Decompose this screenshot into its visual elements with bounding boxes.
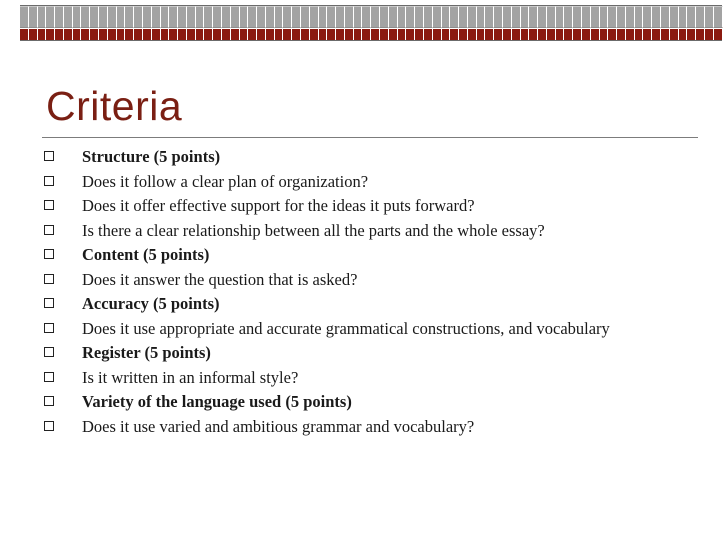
list-item-text: Accuracy (5 points) bbox=[82, 294, 220, 313]
list-item-text: Content (5 points) bbox=[82, 245, 210, 264]
list-item-text: Does it use appropriate and accurate grammatical constructions, and vocabulary bbox=[82, 318, 610, 338]
list-item bbox=[44, 173, 684, 191]
list-item-text: Structure (5 points) bbox=[82, 147, 221, 166]
hollow-square-icon bbox=[44, 249, 54, 259]
header-band-bottom-line bbox=[20, 40, 722, 41]
list-item bbox=[44, 320, 684, 338]
hollow-square-icon bbox=[44, 323, 54, 333]
list-item-text: Is there a clear relationship between all the parts and the whole essay? bbox=[82, 220, 545, 240]
slide-title: Criteria bbox=[46, 83, 183, 129]
header-band-top-line bbox=[20, 5, 722, 6]
hollow-square-icon bbox=[44, 274, 54, 284]
hollow-square-icon bbox=[44, 298, 54, 308]
list-item-text: Does it answer the question that is asked? bbox=[82, 269, 358, 289]
hollow-square-icon bbox=[44, 347, 54, 357]
list-item bbox=[44, 197, 684, 215]
list-item bbox=[44, 295, 684, 313]
decorative-header-band bbox=[0, 0, 728, 50]
header-band-gray-row bbox=[20, 6, 722, 28]
list-item-text: Does it use varied and ambitious grammar and vocabulary? bbox=[82, 416, 475, 436]
list-item bbox=[44, 271, 684, 289]
hollow-square-icon bbox=[44, 396, 54, 406]
hollow-square-icon bbox=[44, 151, 54, 161]
header-band-red-row bbox=[20, 29, 722, 40]
list-item-text: Is it written in an informal style? bbox=[82, 367, 299, 387]
list-item bbox=[44, 148, 684, 166]
hollow-square-icon bbox=[44, 176, 54, 186]
title-divider bbox=[42, 137, 698, 138]
list-item bbox=[44, 222, 684, 240]
list-item bbox=[44, 344, 684, 362]
hollow-square-icon bbox=[44, 421, 54, 431]
list-item-text: Does it offer effective support for the ideas it puts forward? bbox=[82, 196, 475, 215]
list-item bbox=[44, 369, 684, 387]
list-item-text: Variety of the language used (5 points) bbox=[82, 392, 352, 411]
list-item bbox=[44, 418, 684, 436]
list-item bbox=[44, 393, 684, 411]
criteria-list bbox=[44, 148, 684, 442]
hollow-square-icon bbox=[44, 200, 54, 210]
hollow-square-icon bbox=[44, 372, 54, 382]
list-item-text: Register (5 points) bbox=[82, 343, 211, 362]
list-item-text: Does it follow a clear plan of organization? bbox=[82, 171, 369, 191]
hollow-square-icon bbox=[44, 225, 54, 235]
list-item bbox=[44, 246, 684, 264]
